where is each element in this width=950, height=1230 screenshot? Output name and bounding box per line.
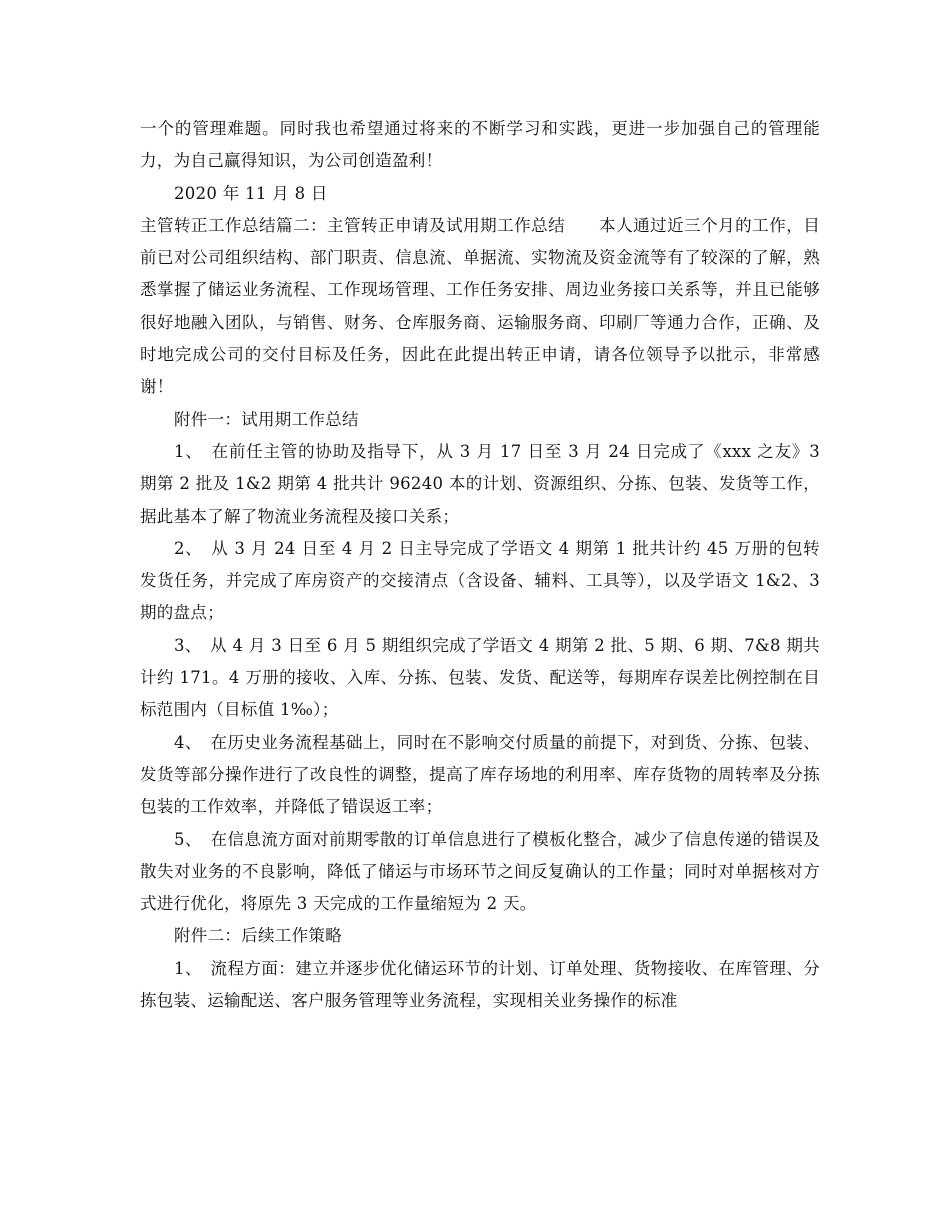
list-item-4: 4、 在历史业务流程基础上，同时在不影响交付质量的前提下，对到货、分拣、包装、发货等部分操作进行了改良性的调整，提高了库存场地的利用率、库存货物的周转率及分拣包装的工作效率，并降低了错误返工率；: [140, 732, 820, 817]
paragraph-closing: 一个的管理难题。同时我也希望通过将来的不断学习和实践，更进一步加强自己的管理能力，为自己赢得知识，为公司创造盈利！: [140, 119, 820, 171]
list-item-5: 5、 在信息流方面对前期零散的订单信息进行了模板化整合，减少了信息传递的错误及散失对业务的不良影响，降低了储运与市场环节之间反复确认的工作量；同时对单据核对方式进行优化，将原先 3 天完成的工作量缩短为 2 天。: [140, 829, 820, 914]
heading-attachment-two: 附件二：后续工作策略: [174, 926, 342, 946]
list-item-1: 1、 在前任主管的协助及指导下，从 3 月 17 日至 3 月 24 日完成了《xxx 之友》3 期第 2 批及 1&2 期第 4 批共计 96240 本的计划、资源组织、分拣、包装、发货等工作，据此基本了解了物流业务流程及接口关系；: [140, 441, 820, 526]
heading-attachment-one: 附件一：试用期工作总结: [174, 409, 359, 429]
paragraph-date: 2020 年 11 月 8 日: [174, 183, 328, 203]
strategy-item-1: 1、 流程方面：建立并逐步优化储运环节的计划、订单处理、货物接收、在库管理、分拣包装、运输配送、客户服务管理等业务流程，实现相关业务操作的标准: [140, 958, 820, 1011]
document-body: [140, 113, 820, 1017]
paragraph-article-two-intro: 主管转正工作总结篇二：主管转正申请及试用期工作总结 本人通过近三个月的工作，目前已对公司组织结构、部门职责、信息流、单据流、实物流及资金流等有了较深的了解，熟悉掌握了储运业务流程、工作现场管理、工作任务安排、周边业务接口关系等，并且已能够很好地融入团队，与销售、财务、仓库服务商、运输服务商、印刷厂等通力合作，正确、及时地完成公司的交付目标及任务，因此在此提出转正申请，请各位领导予以批示，非常感谢！: [140, 215, 820, 397]
list-item-2: 2、 从 3 月 24 日至 4 月 2 日主导完成了学语文 4 期第 1 批共计约 45 万册的包转发货任务，并完成了库房资产的交接清点（含设备、辅料、工具等），以及学语文 1&2、3 期的盘点；: [140, 538, 820, 623]
list-item-3: 3、 从 4 月 3 日至 6 月 5 期组织完成了学语文 4 期第 2 批、5 期、6 期、7&8 期共计约 171。4 万册的接收、入库、分拣、包装、发货、配送等，每期库存误差比例控制在目标范围内（目标值 1‰）；: [140, 635, 820, 720]
